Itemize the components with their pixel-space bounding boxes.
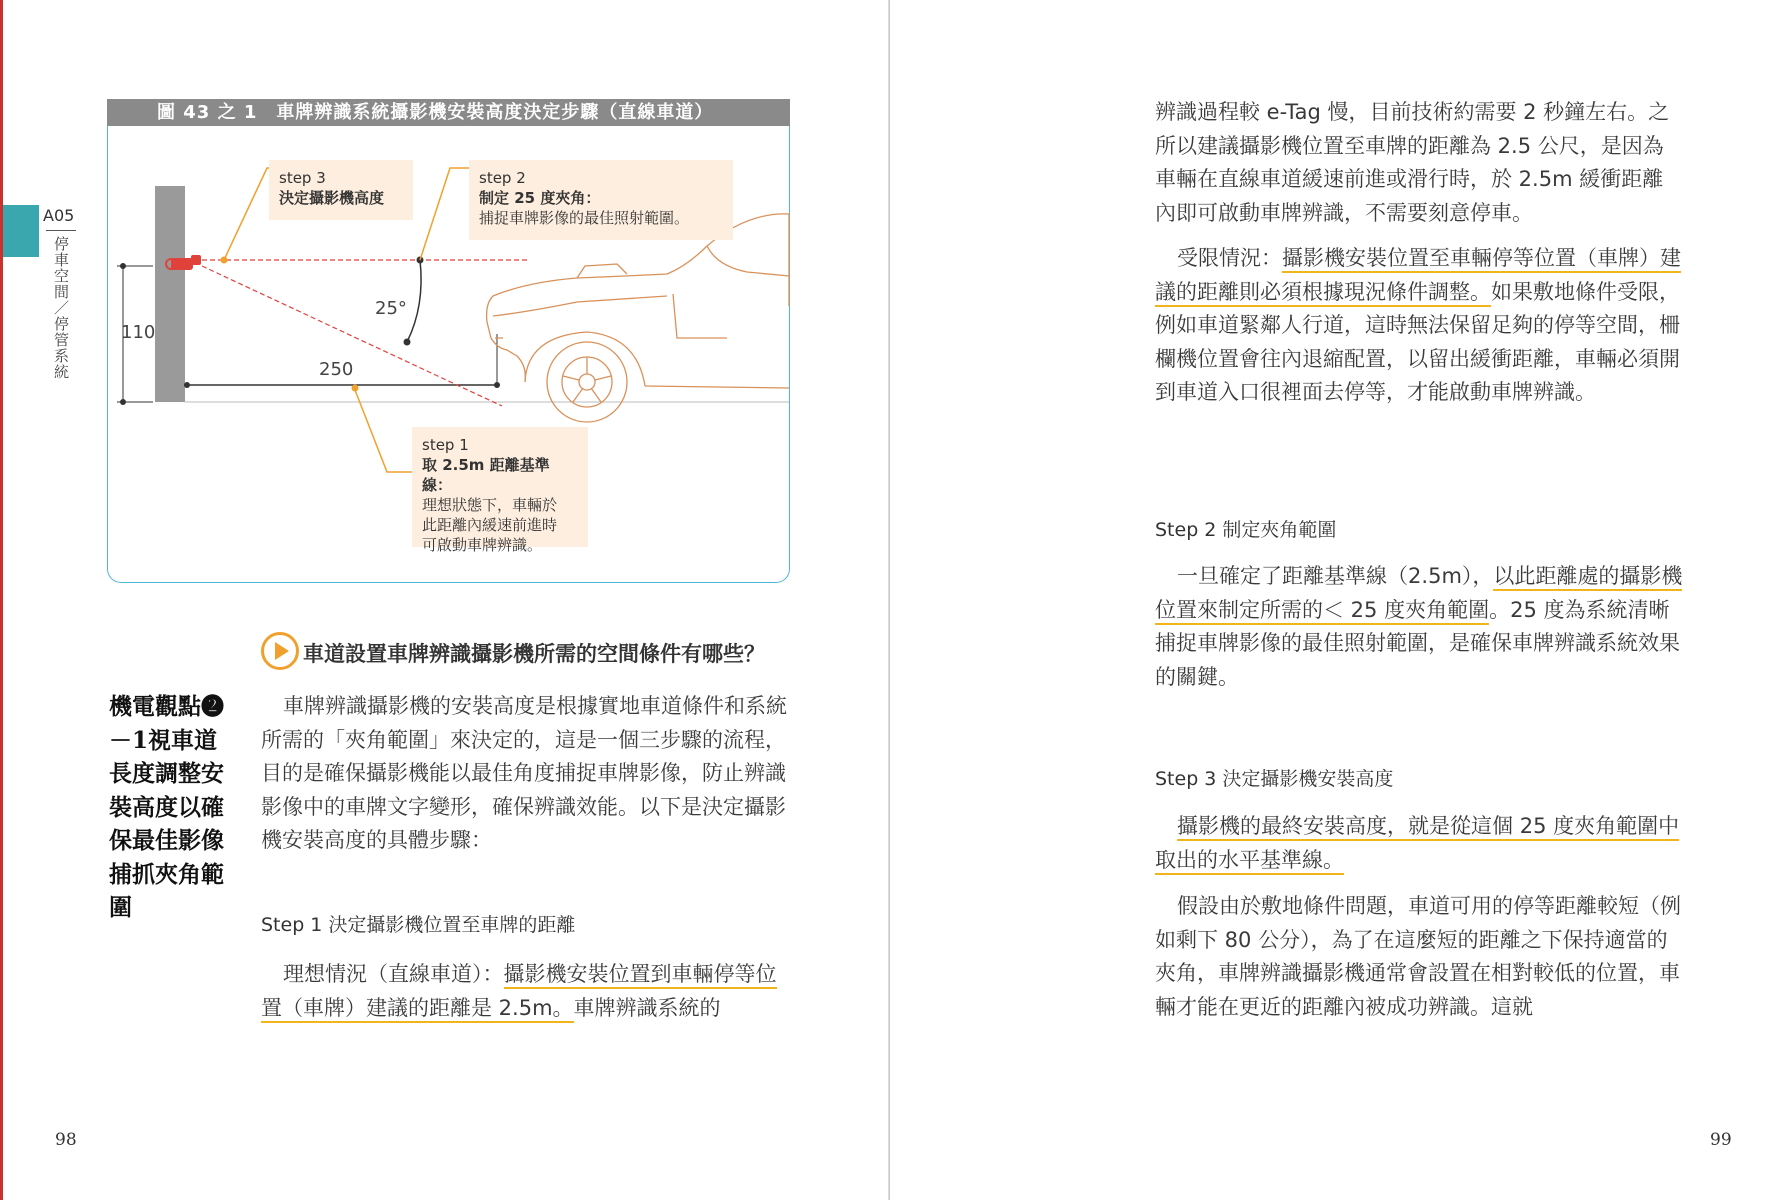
height-label: 110 [121,322,156,343]
section-tab [3,205,39,257]
step2-subhead: Step 2 制定夾角範圍 [1155,519,1337,541]
page-number-left: 98 [55,1130,77,1150]
figure-title: 圖 43 之 1 車牌辨識系統攝影機安裝高度決定步驟（直線車道） [107,99,790,126]
step2-leader [420,168,475,260]
height-dim-dot-bottom [120,399,126,405]
step1-heading: 取 2.5m 距離基準線： [422,456,550,494]
left-paragraph-1: 車牌辨識攝影機的安裝高度是根據實地車道條件和系統所需的「夾角範圍」來決定的，這是一個三步驟的流程，目的是確保攝影機能以最佳角度捕捉車牌影像，防止辨識影像中的車牌文字變形，確保辨識效能。以下是決定攝影機安裝高度的具體步驟： [261,694,788,852]
height-dim-dot-top [120,263,126,269]
step2-heading: 制定 25 度夾角： [479,189,601,207]
play-circle-icon [261,632,299,670]
step1-desc-line1: 理想狀態下，車輛於 [422,496,558,514]
angle-para-tail: 。25 度為系統清晰捕捉車牌影像的最佳照射範圍，是確保車牌辨識系統效果的關鍵。 [1155,597,1680,689]
limited-case-label: 受限情況： [1177,246,1283,270]
step3-callout [269,160,413,220]
section-title: 停車空間／停管系統 [52,236,70,380]
ideal-case-tail: 車牌辨識系統的 [573,995,721,1020]
angle-para-highlight: 以此距離處的攝影機位置來制定所需的＜ 25 度夾角範圍 [1155,564,1682,625]
page-number-right: 99 [1710,1130,1732,1150]
right-paragraph-4 [1155,810,1683,877]
step2-callout [469,160,733,240]
right-paragraph-3 [1155,560,1683,694]
left-paragraph-2 [261,958,789,1025]
step1-leader-dot [352,385,359,392]
distance-dim-dot-right [494,382,500,388]
step3-leader-dot [221,257,228,264]
right-page [890,0,1780,1200]
step2-title: step 2 [479,169,526,187]
step3-subhead: Step 3 決定攝影機安裝高度 [1155,768,1394,790]
right-paragraph-2 [1155,242,1683,410]
step1-desc-line3: 可啟動車牌辨識。 [422,536,543,554]
step1-subhead: Step 1 決定攝影機位置至車牌的距離 [261,914,576,936]
step1-title: step 1 [422,436,469,454]
height-para-highlight: 攝影機的最終安裝高度，就是從這個 25 度夾角範圍中取出的水平基準線。 [1155,814,1679,875]
car-illustration [487,214,789,422]
ideal-case-label: 理想情況（直線車道）： [283,962,504,986]
angle-arc [407,260,421,342]
question-heading: 車道設置車牌辨識攝影機所需的空間條件有哪些？ [303,642,765,666]
distance-dim-dot-left [184,382,190,388]
limited-case-tail: 如果敷地條件受限，例如車道緊鄰人行道，這時無法保留足夠的停等空間，柵欄機位置會往內退縮配置，以留出緩衝距離，車輛必須開到車道入口很裡面去停等，才能啟動車牌辨識。 [1155,279,1680,404]
step2-desc: 捕捉車牌影像的最佳照射範圍。 [479,209,690,227]
step1-desc-line2: 此距離內緩速前進時 [422,516,558,534]
section-code: A05 [43,206,75,225]
right-paragraph-5: 假設由於敷地條件問題，車道可用的停等距離較短（例如剩下 80 公分），為了在這麼短的距離之下保持適當的夾角，車牌辨識攝影機通常會設置在相對較低的位置，車輛才能在更近的距離內被成功辨識。這就 [1155,894,1682,1019]
ideal-case-highlight: 攝影機安裝位置到車輛停等位置（車牌）建議的距離是 2.5m。 [261,962,777,1023]
section-rule [46,230,76,231]
limited-case-highlight: 攝影機安裝位置至車輛停等位置（車牌）建議的距離則必須根據現況條件調整。 [1155,246,1681,307]
step1-callout [412,427,588,554]
right-paragraph-1: 辨識過程較 e-Tag 慢，目前技術約需要 2 秒鐘左右。之所以建議攝影機位置至車牌的距離為 2.5 公尺，是因為車輛在直線車道緩速前進或滑行時，於 2.5m 緩衝距離內即可啟動車牌辨識，不需要刻意停車。 [1155,100,1670,225]
arc-dot-bottom [404,339,411,346]
step3-title: step 3 [279,169,326,187]
step3-heading: 決定攝影機高度 [279,189,385,207]
margin-note: 機電觀點❷－1視車道長度調整安裝高度以確保最佳影像捕抓夾角範圍 [109,693,224,921]
distance-label: 250 [319,359,354,380]
angle-label: 25° [375,298,407,319]
angle-para-lead: 一旦確定了距離基準線（2.5m）， [1177,564,1494,588]
wall [155,186,185,402]
